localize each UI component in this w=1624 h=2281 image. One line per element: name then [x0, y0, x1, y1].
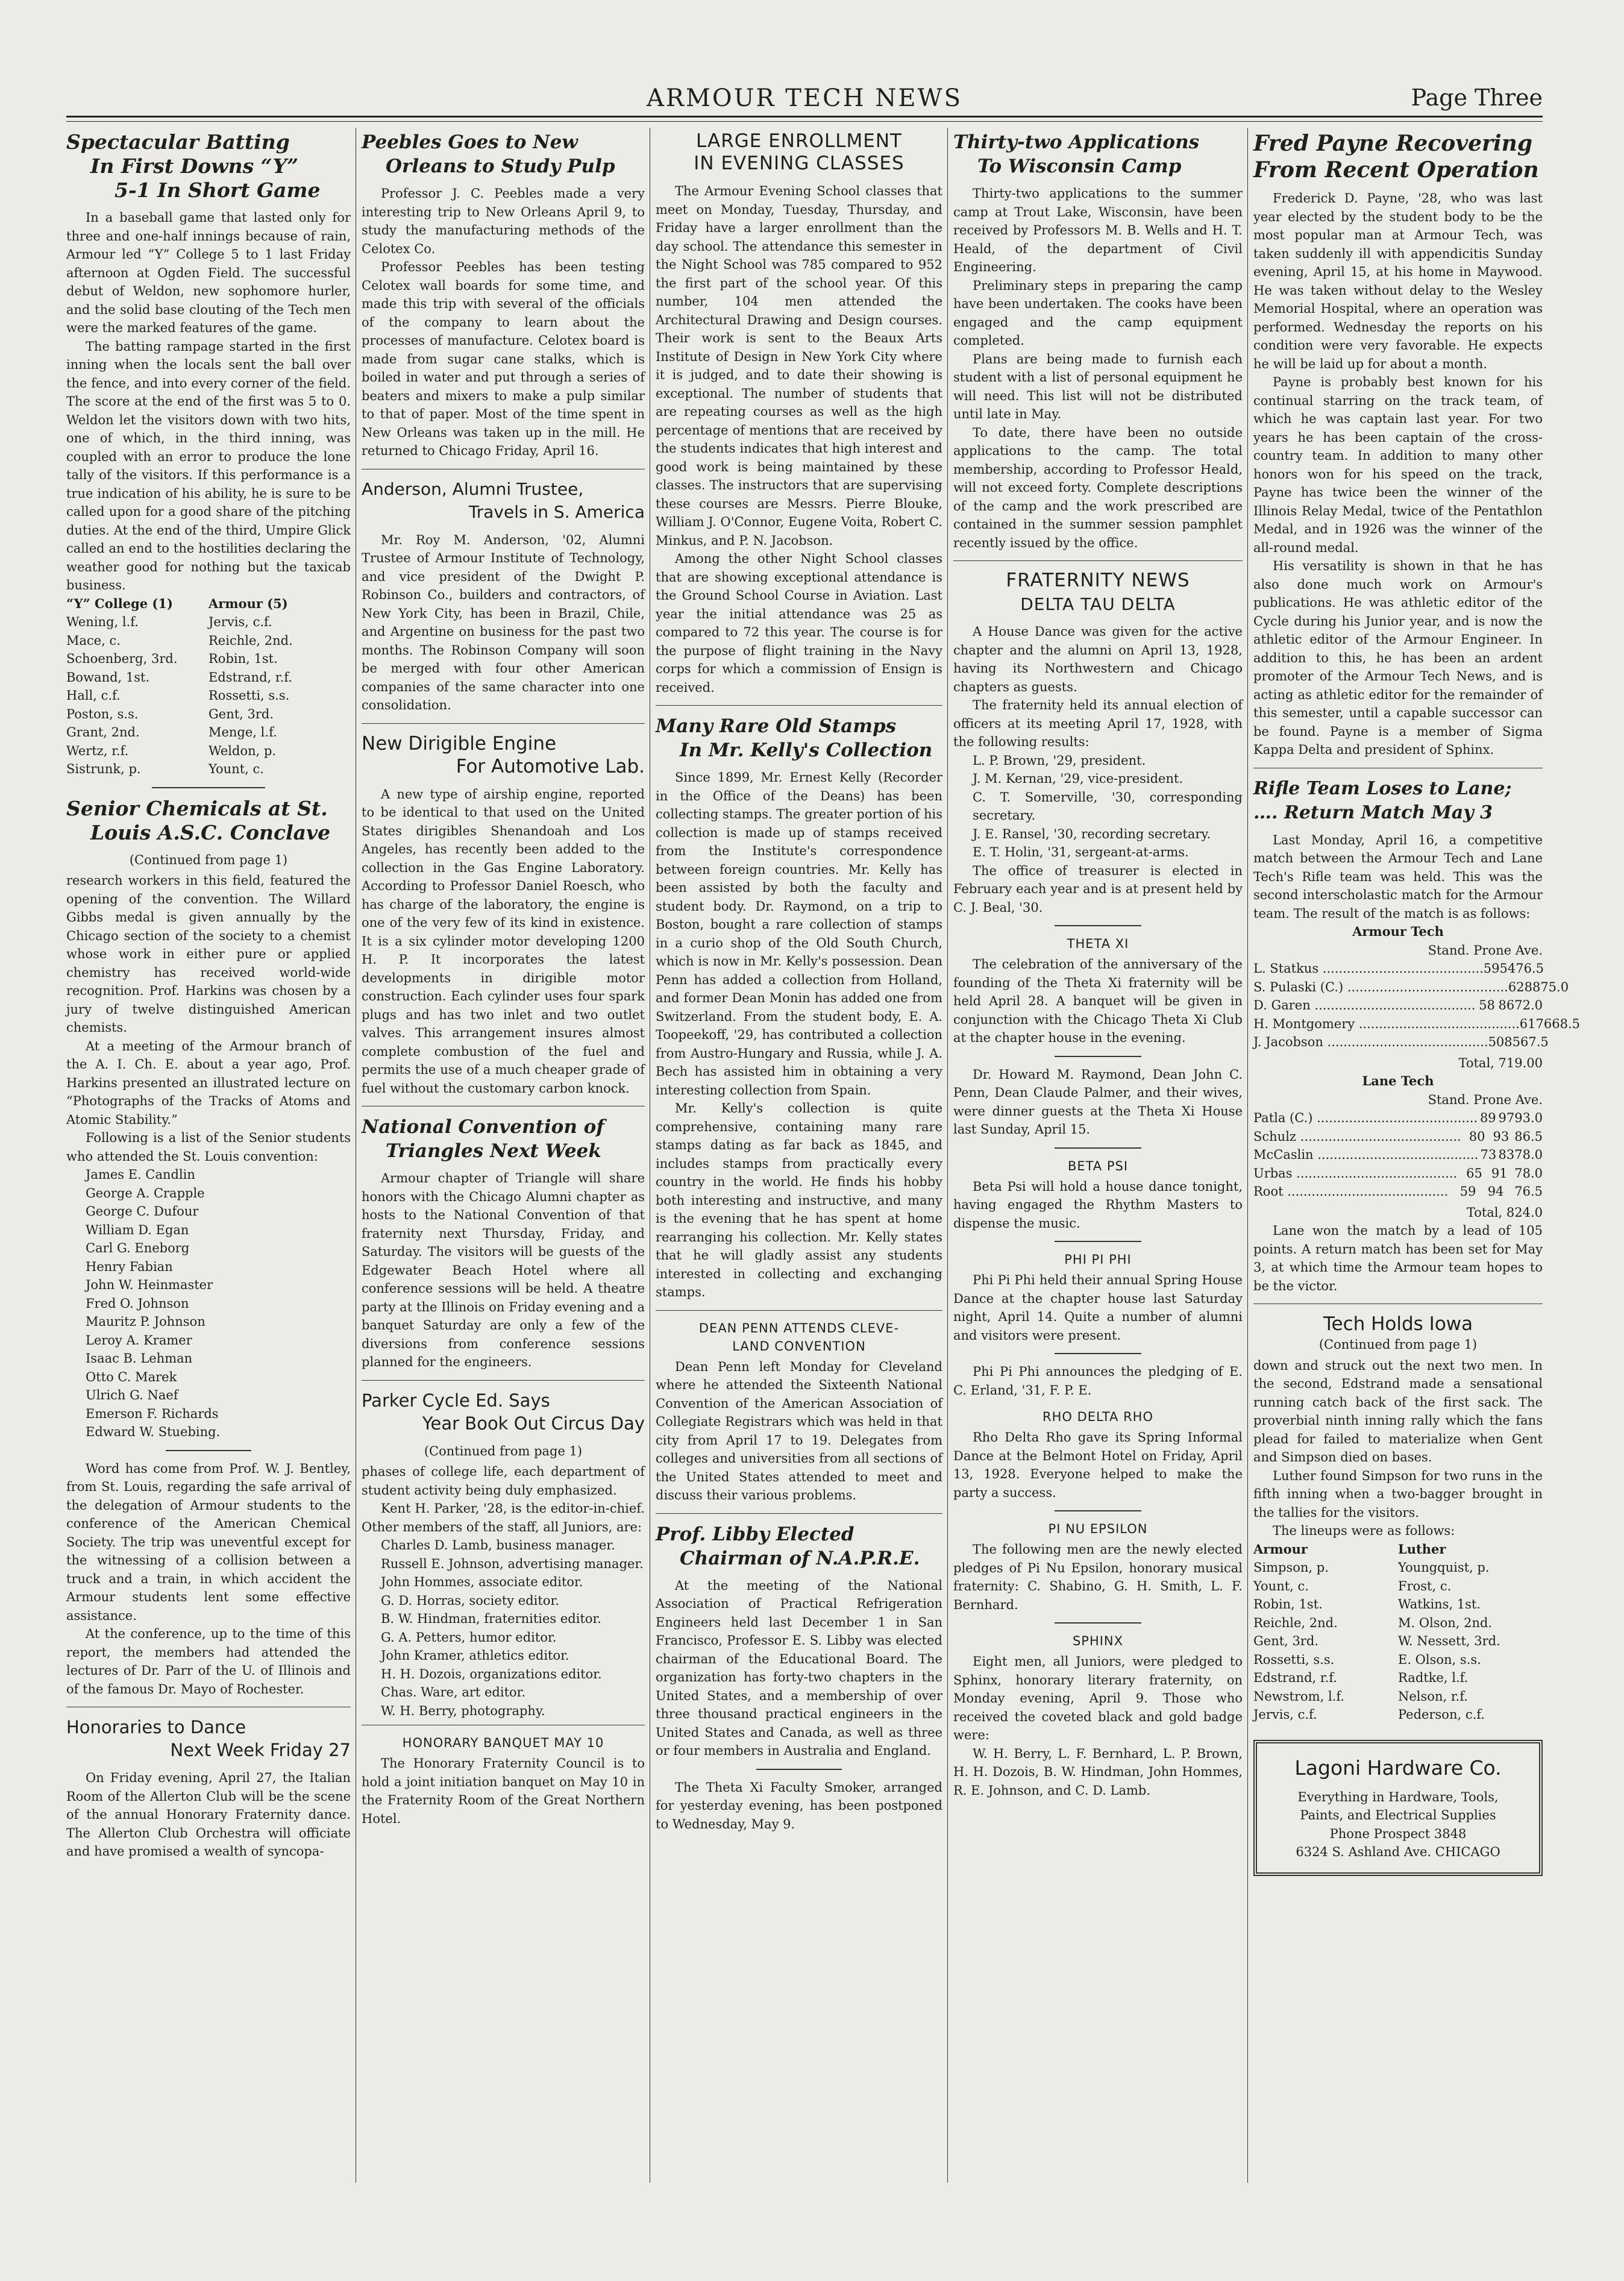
- article-paragraph: Kent H. Parker, '28, is the editor-in-chief. Other members of the staff, all Juniors, are:: [362, 1501, 645, 1534]
- headline-theta-xi: THETA XI: [1067, 937, 1129, 951]
- headline-phi-pi-phi: PHI PI PHI: [1064, 1252, 1132, 1267]
- team-heading: Lane Tech: [1362, 1073, 1434, 1088]
- headline-line: Honoraries to Dance: [66, 1717, 246, 1737]
- player: Robin, 1st.: [1253, 1597, 1323, 1611]
- headline-libby: [656, 1522, 942, 1570]
- lineup-row: [66, 760, 351, 779]
- player: E. Olson, s.s.: [1398, 1652, 1481, 1667]
- standing-score: 62: [1508, 979, 1525, 994]
- article-paragraph: To date, there have been no outside applications to the camp. The total membership, according to Professor Heald, will not exceed forty. Complete descriptions of the camp and the work prescribed are contained in the summer session pamphlet recently issued by the office.: [953, 425, 1243, 550]
- student-name: Isaac B. Lehman: [86, 1351, 193, 1366]
- divider: [1055, 1056, 1141, 1057]
- article-paragraph: The batting rampage started in the first inning when the locals sent the ball over the fence, and into every corner of the field. The score at the end of the first was 5 to 0. Weldon let the visitors down with two hits, one of which, in the third inning, was coupled with an error to produce the lone tally of the visitors. If this performance is a true indication of his ability, he is sure to be called upon for a good share of the pitching duties. At the end of the third, Umpire Glick called an end to the hostilities declaring the weather good for nothing but the taxicab business.: [66, 339, 351, 592]
- shooter-name: Root ........................................: [1253, 1184, 1449, 1199]
- staff-member: G. A. Petters, humor editor.: [381, 1630, 557, 1645]
- player: Rossetti, s.s.: [208, 688, 290, 703]
- staff-member: Chas. Ware, art editor.: [381, 1685, 526, 1699]
- headline-penn: [656, 1319, 942, 1355]
- lineup-row: [66, 613, 351, 632]
- continued-note: (Continued from page 1): [129, 852, 288, 867]
- player: Weldon, p.: [208, 743, 277, 758]
- article-paragraph: The Honorary Fraternity Council is to hold a joint initiation banquet on May 10 in the Fraternity Room of the Great Northern Hotel.: [362, 1756, 645, 1826]
- player: Poston, s.s.: [66, 706, 139, 721]
- student-name: Leroy A. Kramer: [86, 1332, 192, 1348]
- staff-member: G. D. Horras, society editor.: [381, 1593, 559, 1608]
- player: Wertz, r.f.: [66, 743, 129, 758]
- player: Edstrand, r.f.: [208, 670, 292, 685]
- article-paragraph: Payne is probably best known for his continual starring on the track team, of which he was captain last year. For two years he has been captain of the cross-country team. In addition to many other honors won for his speed on the track, Payne has twice been the winner of the Illinois Relay Medal, twice of the Pentathlon Medal, and in 1926 was the winner of the all-round medal.: [1253, 375, 1543, 555]
- divider: [1055, 1353, 1141, 1354]
- shooter-name: S. Pulaski (C.) ........................................: [1253, 979, 1508, 994]
- student-name: James E. Candlin: [86, 1167, 195, 1182]
- student-name: Carl G. Eneborg: [86, 1241, 190, 1255]
- player: Reichle, 2nd.: [1253, 1615, 1338, 1630]
- player: Reichle, 2nd.: [208, 633, 293, 648]
- headline-line: Many Rare Old Stamps: [656, 715, 897, 737]
- hardware-ad: [1253, 1740, 1543, 1876]
- headline-peebles: [362, 130, 645, 178]
- article-paragraph: Luther found Simpson for two runs in the fifth inning when a two-bagger brought in the tallies for the visitors.: [1253, 1468, 1543, 1520]
- divider: [362, 723, 645, 724]
- column-4: [953, 128, 1243, 2189]
- standing-score: 59: [1459, 1184, 1476, 1199]
- officer: L. P. Brown, '29, president.: [973, 753, 1146, 768]
- article-paragraph: Beta Psi will hold a house dance tonight, having engaged the Rhythm Masters to dispense the music.: [953, 1179, 1243, 1231]
- player: Gent, 3rd.: [208, 706, 274, 721]
- headline-line: In First Downs “Y”: [90, 154, 299, 178]
- shooter-name: Urbas ........................................: [1253, 1166, 1458, 1181]
- headline-line: National Convention of: [362, 1116, 604, 1138]
- score-row: [1253, 1033, 1549, 1052]
- headline-camp: [953, 130, 1243, 178]
- article-paragraph: research workers in this field, featured the opening of the convention. The Willard Gibbs medal is given annually by the Chicago section of the society to a chemist whose work in either pure or applied chemistry has received world-wide recognition. Prof. Harkins was chosen by a jury of twelve distinguished American chemists.: [66, 873, 351, 1035]
- average-score: 76.5: [1516, 961, 1544, 976]
- lineup-row: [1253, 1669, 1543, 1687]
- average-score: 86.5: [1514, 1129, 1543, 1144]
- prone-score: 97: [1498, 1111, 1515, 1125]
- player: Gent, 3rd.: [1253, 1634, 1319, 1648]
- article-paragraph: Professor J. C. Peebles made a very interesting trip to New Orleans April 9, to study the manufacturing methods of the Celotex Co.: [362, 186, 645, 256]
- average-score: 72.0: [1514, 998, 1543, 1012]
- headline-rho-delta-rho: RHO DELTA RHO: [1042, 1410, 1153, 1424]
- player: Yount, c.: [208, 762, 264, 776]
- team-heading: Armour Tech: [1352, 924, 1444, 939]
- prone-score: 54: [1499, 961, 1516, 976]
- student-name: Henry Fabian: [86, 1259, 173, 1274]
- article-paragraph: The lineups were as follows:: [1273, 1523, 1455, 1538]
- standing-score: 73: [1480, 1147, 1497, 1162]
- article-paragraph: At the conference, up to the time of this report, the members had attended the lectures of Dr. Parr of the U. of Illinois and of the famous Dr. Mayo of Rochester.: [66, 1627, 351, 1696]
- article-paragraph: Plans are being made to furnish each student with a list of personal equipment he will need. This list will not be distributed until late in May.: [953, 351, 1243, 421]
- player: Nelson, r.f.: [1398, 1689, 1468, 1704]
- article-paragraph: Phi Pi Phi held their annual Spring House Dance at the chapter house last Saturday night, April 14. Quite a number of alumni and visitors were present.: [953, 1273, 1243, 1343]
- team-name: Armour (5): [208, 595, 288, 611]
- score-row: [1253, 1146, 1543, 1164]
- article-paragraph: The following men are the newly elected pledges of Pi Nu Epsilon, honorary musical fraternity: C. Shabino, G. H. Smith, L. F. Bernhard.: [953, 1542, 1243, 1612]
- divider: [1055, 1622, 1141, 1624]
- staff-member: H. H. Dozois, organizations editor.: [381, 1666, 602, 1681]
- headline-rifle: [1253, 777, 1543, 825]
- article-paragraph: The Armour Evening School classes that meet on Monday, Tuesday, Thursday, and Friday have a larger enrollment than the day school. The attendance this semester in the Night School was 785 compared to 952 the first part of the school year. Of this number, 104 men attended the Architectural Drawing and Design courses. Their work is sent to the Beaux Arts Institute of Design in New York City where it is judged, and to date their showing is exceptional. The number of students that are repeating courses as well as the high percentage of mentions that are received by the students indicates that high interest and good work is being maintained by these classes. The instructors that are supervising these courses are Messrs. Pierre Blouke, William J. O'Connor, Eugene Voita, Robert C. Minkus, and P. N. Jacobson.: [656, 184, 942, 548]
- headline-line: From Recent Operation: [1253, 157, 1539, 183]
- player: Hall, c.f.: [66, 688, 121, 703]
- lineup-row: [66, 723, 351, 742]
- lineup-row: [1253, 1558, 1543, 1577]
- article-paragraph: Dean Penn left Monday for Cleveland where he attended the Sixteenth National Convention of the American Association of Collegiate Registrars which was held in that city from April 17 to 19. Delegates from colleges and universities from all sections of the United States attended to meet and discuss their various problems.: [656, 1359, 942, 1502]
- player: W. Nessett, 3rd.: [1398, 1634, 1500, 1648]
- headline-line: Senior Chemicals at St.: [66, 796, 328, 820]
- score-row: [1253, 1182, 1543, 1201]
- shooter-name: H. Montgomery ........................................: [1253, 1016, 1520, 1031]
- prone-score: 94: [1487, 1184, 1504, 1199]
- player: M. Olson, 2nd.: [1398, 1615, 1493, 1630]
- score-row: [1253, 1128, 1543, 1146]
- headline-pi-nu-epsilon: PI NU EPSILON: [1048, 1522, 1148, 1536]
- headline-line: Triangles Next Week: [386, 1140, 601, 1162]
- headline-honoraries: [66, 1716, 351, 1762]
- officer-list: [953, 751, 1243, 862]
- article-paragraph: At the meeting of the National Association of Practical Refrigeration Engineers held last December 1 in San Francisco, Professor E. S. Libby was elected chairman of the Educational Board. The organization has forty-two chapters in the United States, and a membership of over three thousand practical engineers in the United States and Canada, as well as three or four members in Australia and England.: [656, 1578, 942, 1758]
- student-name: William D. Egan: [86, 1222, 189, 1237]
- article-paragraph: Mr. Roy M. Anderson, '02, Alumni Trustee of Armour Institute of Technology, and vice president of the Dwight P. Robinson Co., builders and contractors, of New York City, has been in Brazil, Chile, and Argentine on business for the past two months. The Robinson Company will soon be merged with four other American companies of the same character into one consolidation.: [362, 532, 645, 712]
- prone-score: 83: [1498, 1147, 1515, 1162]
- player: Yount, c.: [1253, 1578, 1309, 1593]
- student-list: [66, 1166, 351, 1442]
- headline-line: Parker Cycle Ed. Says: [362, 1390, 550, 1411]
- team-total: Total, 719.00: [1458, 1055, 1543, 1070]
- article-paragraph: Frederick D. Payne, '28, who was last year elected by the student body to be the most popular man at Armour Tech, was taken suddenly ill with appendicitis Sunday evening, April 15, at his home in Maywood. He was taken without delay to the Wesley Memorial Hospital, where an operation was performed. Wednesday the reports on his condition were very favorable. He expects he will be laid up for about a month.: [1253, 191, 1543, 371]
- score-columns-header: Stand. Prone Ave.: [1428, 943, 1543, 958]
- article-paragraph: Since 1899, Mr. Ernest Kelly (Recorder in the Office of the Deans) has been collecting stamps. The greater portion of his collection is made up of stamps received from the Institute's correspondence between foreign countries. Mr. Kelly has been assisted by both the faculty and student body. Dr. Raymond, on a trip to Boston, bought a rare collection of stamps in a curio shop of the Old South Church, which is now in Mr. Kelly's possession. Dean Penn has added a collection from Holland, and former Dean Monin has added one from Switzerland. From the student body, E. A. Toopeekoff, '29, has contributed a collection from Austro-Hungary and Russia, while J. A. Bech has assisted him in obtaining a very interesting collection from Spain.: [656, 770, 942, 1097]
- headline-chemicals: [66, 797, 351, 845]
- player: Sistrunk, p.: [66, 762, 141, 776]
- divider: [656, 705, 942, 706]
- score-row: [1253, 1164, 1543, 1183]
- article-paragraph: Russell E. Johnson, advertising manager.: [381, 1556, 644, 1571]
- standing-score: 89: [1479, 1111, 1496, 1125]
- player: Watkins, 1st.: [1398, 1597, 1481, 1611]
- team-name: Armour: [1253, 1541, 1308, 1557]
- article-paragraph: Preliminary steps in preparing the camp have been undertaken. The cooks have been engaged and the camp equipment completed.: [953, 278, 1243, 348]
- student-name: Edward W. Stuebing.: [86, 1425, 221, 1439]
- page-number: Page Three: [1411, 84, 1543, 111]
- divider: [756, 1769, 842, 1770]
- lineup-row: [66, 742, 351, 761]
- headline-iowa: Tech Holds Iowa: [1323, 1313, 1473, 1335]
- average-score: 75.0: [1540, 979, 1569, 994]
- article-paragraph: In a baseball game that lasted only for three and one-half innings because of rain, Armour led “Y” College 5 to 1 last Friday afternoon at Ogden Field. The successful debut of Weldon, new sophomore hurler, and the solid base clouting of the Tech men were the marked features of the game.: [66, 210, 351, 335]
- divider: [1055, 1510, 1141, 1511]
- article-paragraph: Thirty-two applications to the summer camp at Trout Lake, Wisconsin, have been received by Professors M. B. Wells and H. T. Heald, of the department of Civil Engineering.: [953, 186, 1243, 274]
- score-row: [1253, 959, 1543, 978]
- column-3: [656, 128, 942, 2189]
- student-name: George A. Crapple: [86, 1185, 205, 1200]
- player: Mace, c.: [66, 633, 121, 648]
- article-paragraph: A new type of airship engine, reported to be identical to that used on the United States dirigibles Shenandoah and Los Angeles, has recently been added to the collection in the Gas Engine Laboratory. According to Professor Daniel Roesch, who has charge of the laboratory, the engine is one of the very few of its kind in existence. It is a six cylinder motor developing 1200 H. P. It incorporates the latest developments in dirigible motor construction. Each cylinder uses four spark plugs and has two inlet and two outlet valves. This arrangement insures almost complete combustion of the fuel and permits the use of a much cheaper grade of fuel without the customary carbon knock.: [362, 786, 645, 1096]
- student-name: Ulrich G. Naef: [86, 1388, 178, 1402]
- headline-line: LAND CONVENTION: [732, 1338, 866, 1354]
- prone-score: 76: [1535, 1016, 1552, 1031]
- headline-beta-psi: BETA PSI: [1067, 1158, 1129, 1173]
- article-paragraph: His versatility is shown in that he has also done much work on Armour's publications. He was athletic editor of the Cycle during his Junior year, and is now the athletic editor of the Armour Engineer. In addition to this, he has been an ardent promoter of the Armour Tech News, and is acting as athletic editor for the remainder of this semester, until a capable successor can be found. Payne is a member of Sigma Kappa Delta and president of Sphinx.: [1253, 559, 1543, 757]
- score-table-lane: [1253, 1109, 1543, 1201]
- headline-line: Fred Payne Recovering: [1253, 131, 1533, 156]
- team-total: Total, 824.0: [1466, 1205, 1543, 1220]
- article-paragraph: W. H. Berry, L. F. Bernhard, L. P. Brown, H. H. Dozois, B. W. Hindman, John Hommes, R. E. Johnson, and C. D. Lamb.: [953, 1746, 1243, 1798]
- article-paragraph: Dr. Howard M. Raymond, Dean John C. Penn, Dean Claude Palmer, and their wives, were dinner guests at the Theta Xi House last Sunday, April 15.: [953, 1067, 1243, 1137]
- headline-banquet: HONORARY BANQUET MAY 10: [402, 1736, 604, 1750]
- officer: J. E. Ransel, '30, recording secretary.: [973, 826, 1211, 841]
- team-name: Luther: [1398, 1541, 1446, 1557]
- lineup-row: [66, 705, 351, 724]
- headline-dirigible: [362, 732, 645, 778]
- headline-line: For Automotive Lab.: [456, 755, 645, 777]
- divider: [953, 560, 1243, 561]
- article-paragraph: On Friday evening, April 27, the Italian Room of the Allerton Club will be the scene of the annual Honorary Fraternity dance. The Allerton Club Orchestra will officiate and have promised a wealth of syncopa-: [66, 1771, 351, 1859]
- player: Rossetti, s.s.: [1253, 1652, 1335, 1667]
- standing-score: 50: [1488, 1035, 1505, 1049]
- article-paragraph: The celebration of the anniversary of the founding of the Theta Xi fraternity will be held April 28. A banquet will be given in conjunction with the Chicago Theta Xi Club at the chapter house in the evening.: [953, 957, 1243, 1045]
- ad-name: Lagoni Hardware Co.: [1294, 1755, 1502, 1780]
- article-paragraph: Among the other Night School classes that are showing exceptional attendance is the Ground School Course in Aviation. Last year the initial attendance was 25 as compared to 72 this year. The course is for the purpose of flight training in the Navy corps for which a commission of Ensign is received.: [656, 551, 942, 695]
- headline-line: …. Return Match May 3: [1253, 802, 1493, 823]
- standing-score: 58: [1479, 998, 1495, 1012]
- headline-line: Peebles Goes to New: [362, 131, 578, 153]
- article-paragraph: Last Monday, April 16, a competitive match between the Armour Tech and Lane Tech's Rifle team was held. This was the second interscholastic match for the Armour team. The result of the match is as follows:: [1253, 832, 1543, 921]
- lineup-header: [1253, 1540, 1543, 1559]
- headline-line: Travels in S. America: [468, 501, 645, 522]
- student-name: George C. Dufour: [86, 1204, 199, 1219]
- player: Schoenberg, 3rd.: [66, 651, 178, 666]
- divider: [362, 1380, 645, 1381]
- article-paragraph: A House Dance was given for the active chapter and the alumni on April 13, 1928, having its Northwestern and Chicago chapters as guests.: [953, 624, 1243, 694]
- ad-address: 6324 S. Ashland Ave. CHICAGO: [1296, 1845, 1500, 1859]
- divider: [656, 1513, 942, 1514]
- lineup-row: [1253, 1632, 1543, 1651]
- lineup-row: [66, 668, 351, 687]
- average-score: 76.5: [1514, 1184, 1543, 1199]
- headline-line: Louis A.S.C. Conclave: [90, 820, 331, 844]
- headline-fraternity-news: FRATERNITY NEWS: [1006, 569, 1190, 591]
- player: Wening, l.f.: [66, 615, 139, 629]
- staff-list: [362, 1573, 645, 1720]
- headline-line: Prof. Libby Elected: [656, 1523, 854, 1545]
- column-1: [66, 128, 351, 2189]
- player: Edstrand, r.f.: [1253, 1671, 1337, 1685]
- headline-line: LARGE ENROLLMENT: [696, 130, 902, 152]
- staff-member: W. H. Berry, photography.: [381, 1703, 545, 1718]
- continued-note: (Continued from page 1): [424, 1443, 583, 1458]
- lineup-row: [66, 686, 351, 705]
- headline-line: Next Week Friday 27: [170, 1740, 351, 1760]
- headline-line: Orleans to Study Pulp: [386, 155, 615, 177]
- standing-score: 80: [1469, 1129, 1485, 1144]
- headline-parker: [362, 1389, 645, 1435]
- article-paragraph: Professor Peebles has been testing Celotex wall boards for some time, and made this trip with several of the officials of the company to learn about the processes of manufacture. Celotex board is made from sugar cane stalks, which is boiled in water and put through a series of beaters and mixers to make a pulp similar to that of paper. Most of the time spent in New Orleans was taken up in the mill. He returned to Chicago Friday, April 16.: [362, 260, 645, 458]
- masthead: [66, 84, 1543, 121]
- standing-score: 61: [1519, 1016, 1536, 1031]
- divider: [1055, 925, 1141, 926]
- headline-line: IN EVENING CLASSES: [694, 152, 904, 174]
- article-paragraph: The Theta Xi Faculty Smoker, arranged for yesterday evening, has been postponed to Wednesday, May 9.: [656, 1780, 942, 1831]
- article-paragraph: Rho Delta Rho gave its Spring Informal Dance at the Belmont Hotel on Friday, April 13, 1928. Everyone helped to make the party a success.: [953, 1430, 1243, 1500]
- headline-anderson: [362, 478, 645, 524]
- column-rule: [947, 128, 948, 2183]
- shooter-name: L. Statkus ........................................: [1253, 961, 1484, 976]
- divider: [656, 1310, 942, 1311]
- headline-line: Year Book Out Circus Day: [422, 1413, 645, 1434]
- article-paragraph: Armour chapter of Triangle will share honors with the Chicago Alumni chapter as hosts to the National Convention of that fraternity next Thursday, Friday, and Saturday. The visitors will be guests of the Edgewater Beach Hotel where all conference sessions will be held. A theatre party at the Illinois on Friday evening and a banquet Saturday are only a few of the diversions from conference sessions planned for the engineers.: [362, 1171, 645, 1369]
- lineup-row: [1253, 1614, 1543, 1633]
- shooter-name: Schulz ........................................: [1253, 1129, 1461, 1144]
- player: Radtke, l.f.: [1398, 1671, 1469, 1685]
- score-row: [1253, 978, 1569, 997]
- student-name: John W. Heinmaster: [86, 1278, 213, 1292]
- score-table-armour: [1253, 959, 1581, 1052]
- lineup-table: [66, 613, 351, 779]
- standing-score: 65: [1466, 1166, 1482, 1181]
- article-paragraph: Lane won the match by a lead of 105 points. A return match has been set for May 3, at which time the Armour team hopes to be the victor.: [1253, 1223, 1543, 1293]
- headline-stamps: [656, 714, 942, 762]
- ad-line: Everything in Hardware, Tools,: [1297, 1789, 1499, 1804]
- headline-line: To Wisconsin Camp: [977, 155, 1182, 177]
- student-name: Fred O. Johnson: [86, 1296, 189, 1311]
- headline-triangle: [362, 1115, 645, 1163]
- officer: J. M. Kernan, '29, vice-president.: [973, 771, 1184, 786]
- article-paragraph: The fraternity held its annual election of officers at its meeting April 17, 1928, with the following results:: [953, 698, 1243, 749]
- shooter-name: McCaslin ........................................: [1253, 1147, 1479, 1162]
- player: Grant, 2nd.: [66, 725, 140, 739]
- headline-delta-tau-delta: DELTA TAU DELTA: [1020, 594, 1176, 614]
- staff-member: John Hommes, associate editor.: [381, 1575, 583, 1589]
- prone-score: 88: [1524, 979, 1541, 994]
- player: Bowand, 1st.: [66, 670, 150, 685]
- prone-score: 91: [1491, 1166, 1508, 1181]
- headline-line: In Mr. Kelly's Collection: [680, 739, 933, 761]
- score-columns-header: Stand. Prone Ave.: [1428, 1092, 1543, 1107]
- lineup-header: [66, 595, 351, 613]
- headline-line: Anderson, Alumni Trustee,: [362, 478, 584, 499]
- lineup-row: [66, 632, 351, 650]
- ad-phone: Phone Prospect 3848: [1329, 1826, 1467, 1841]
- article-paragraph: Word has come from Prof. W. J. Bentley, from St. Louis, regarding the safe arrival of the delegation of Armour students to the conference of the American Chemical Society. The trip was uneventful except for the witnessing of a collision between a truck and a train, in which accident the Armour students lent some effective assistance.: [66, 1461, 351, 1623]
- average-score: 68.5: [1552, 1016, 1581, 1031]
- prone-score: 93: [1493, 1129, 1510, 1144]
- lineup-row: [1253, 1705, 1543, 1724]
- headline-line: New Dirigible Engine: [362, 732, 557, 755]
- masthead-title: ARMOUR TECH NEWS: [646, 84, 963, 112]
- column-2: [362, 128, 645, 2189]
- continued-note: (Continued from page 1): [1318, 1337, 1478, 1352]
- average-score: 93.0: [1514, 1111, 1543, 1125]
- lineup-row: [1253, 1595, 1543, 1614]
- player: Pederson, c.f.: [1398, 1707, 1485, 1722]
- masthead-rule: [66, 116, 1543, 122]
- score-row: [1253, 996, 1543, 1015]
- average-score: 78.0: [1514, 1147, 1543, 1162]
- article-paragraph: Phi Pi Phi announces the pledging of E. C. Erland, '31, F. P. E.: [953, 1364, 1243, 1398]
- officer: C. T. Somerville, '30, corresponding secretary.: [973, 789, 1243, 823]
- player: Simpson, p.: [1253, 1560, 1329, 1575]
- headline-line: DEAN PENN ATTENDS CLEVE-: [698, 1320, 900, 1335]
- headline-line: 5-1 In Short Game: [114, 178, 321, 202]
- standing-score: 59: [1483, 961, 1500, 976]
- headline-line: Thirty-two Applications: [953, 131, 1200, 153]
- shooter-name: J. Jacobson ........................................: [1253, 1035, 1488, 1049]
- lineup-row: [1253, 1687, 1543, 1706]
- player: Menge, l.f.: [208, 725, 277, 739]
- officer: E. T. Holin, '31, sergeant-at-arms.: [973, 845, 1189, 859]
- article-paragraph: At a meeting of the Armour branch of the A. I. Ch. E. about a year ago, Prof. Harkins presented an illustrated lecture on “Photographs of the Tracks of Atoms and Atomic Stability.”: [66, 1038, 351, 1127]
- player: Jervis, c.f.: [208, 615, 272, 629]
- student-name: Otto C. Marek: [86, 1369, 177, 1384]
- article-paragraph: Eight men, all Juniors, were pledged to Sphinx, honorary literary fraternity, on Monday evening, April 9. Those who received the coveted black and gold badge were:: [953, 1654, 1243, 1742]
- student-name: Emerson F. Richards: [86, 1406, 219, 1421]
- average-score: 67.5: [1520, 1035, 1549, 1049]
- divider: [1055, 1241, 1141, 1242]
- headline-batting: [66, 130, 351, 202]
- average-score: 78.0: [1514, 1166, 1543, 1181]
- article-paragraph: Following is a list of the Senior students who attended the St. Louis convention:: [66, 1131, 351, 1164]
- staff-member: B. W. Hindman, fraternities editor.: [381, 1611, 601, 1626]
- team-name: “Y” College (1): [66, 595, 173, 611]
- lineup-row: [66, 650, 351, 668]
- column-5: [1253, 128, 1581, 2189]
- article-paragraph: down and struck out the next two men. In the second, Edstrand made a sensational running catch back of the first sack. The proverbial ninth inning rally which the fans plead for failed to materialize when Gent and Simpson died on bases.: [1253, 1358, 1543, 1464]
- lineup-row: [1253, 1577, 1543, 1596]
- player: Robin, 1st.: [208, 651, 278, 666]
- staff-member: John Kramer, athletics editor.: [381, 1648, 569, 1663]
- headline-line: Spectacular Batting: [66, 130, 290, 154]
- player: Newstrom, l.f.: [1253, 1689, 1345, 1704]
- headline-sphinx: SPHINX: [1072, 1634, 1124, 1648]
- prone-score: 85: [1504, 1035, 1521, 1049]
- score-row: [1253, 1015, 1581, 1034]
- divider: [152, 787, 266, 788]
- player: Frost, c.: [1398, 1578, 1452, 1593]
- ad-line: Paints, and Electrical Supplies: [1300, 1808, 1496, 1822]
- student-name: Mauritz P. Johnson: [86, 1314, 205, 1329]
- divider: [1055, 1147, 1141, 1149]
- prone-score: 86: [1498, 998, 1515, 1012]
- headline-enrollment: [656, 130, 942, 175]
- column-rule: [1247, 128, 1248, 2183]
- headline-payne: [1253, 130, 1543, 183]
- lineup-row: [1253, 1651, 1543, 1669]
- divider: [166, 1450, 251, 1451]
- lineup-table: [1253, 1558, 1543, 1724]
- article-paragraph: Charles D. Lamb, business manager.: [381, 1538, 615, 1552]
- article-paragraph: Mr. Kelly's collection is quite comprehensive, containing many rare stamps dating as far back as 1845, and includes stamps from practically every country in the world. He finds his hobby both interesting and instructive, and many is the evening that he has spent at home rearranging his collection. Mr. Kelly states that he will gladly assist any students interested in collecting and exchanging stamps.: [656, 1101, 942, 1299]
- article-paragraph: The office of treasurer is elected in February each year and is at present held by C. J. Beal, '30.: [953, 863, 1243, 915]
- player: Jervis, c.f.: [1253, 1707, 1317, 1722]
- shooter-name: D. Garen ........................................: [1253, 998, 1476, 1012]
- headline-line: Chairman of N.A.P.R.E.: [680, 1547, 920, 1569]
- headline-line: Rifle Team Loses to Lane;: [1253, 777, 1512, 799]
- article-paragraph: phases of college life, each department of student activity being duly emphasized.: [362, 1464, 645, 1498]
- score-row: [1253, 1109, 1543, 1128]
- shooter-name: Patla (C.) ........................................: [1253, 1111, 1478, 1125]
- player: Youngquist, p.: [1398, 1560, 1490, 1575]
